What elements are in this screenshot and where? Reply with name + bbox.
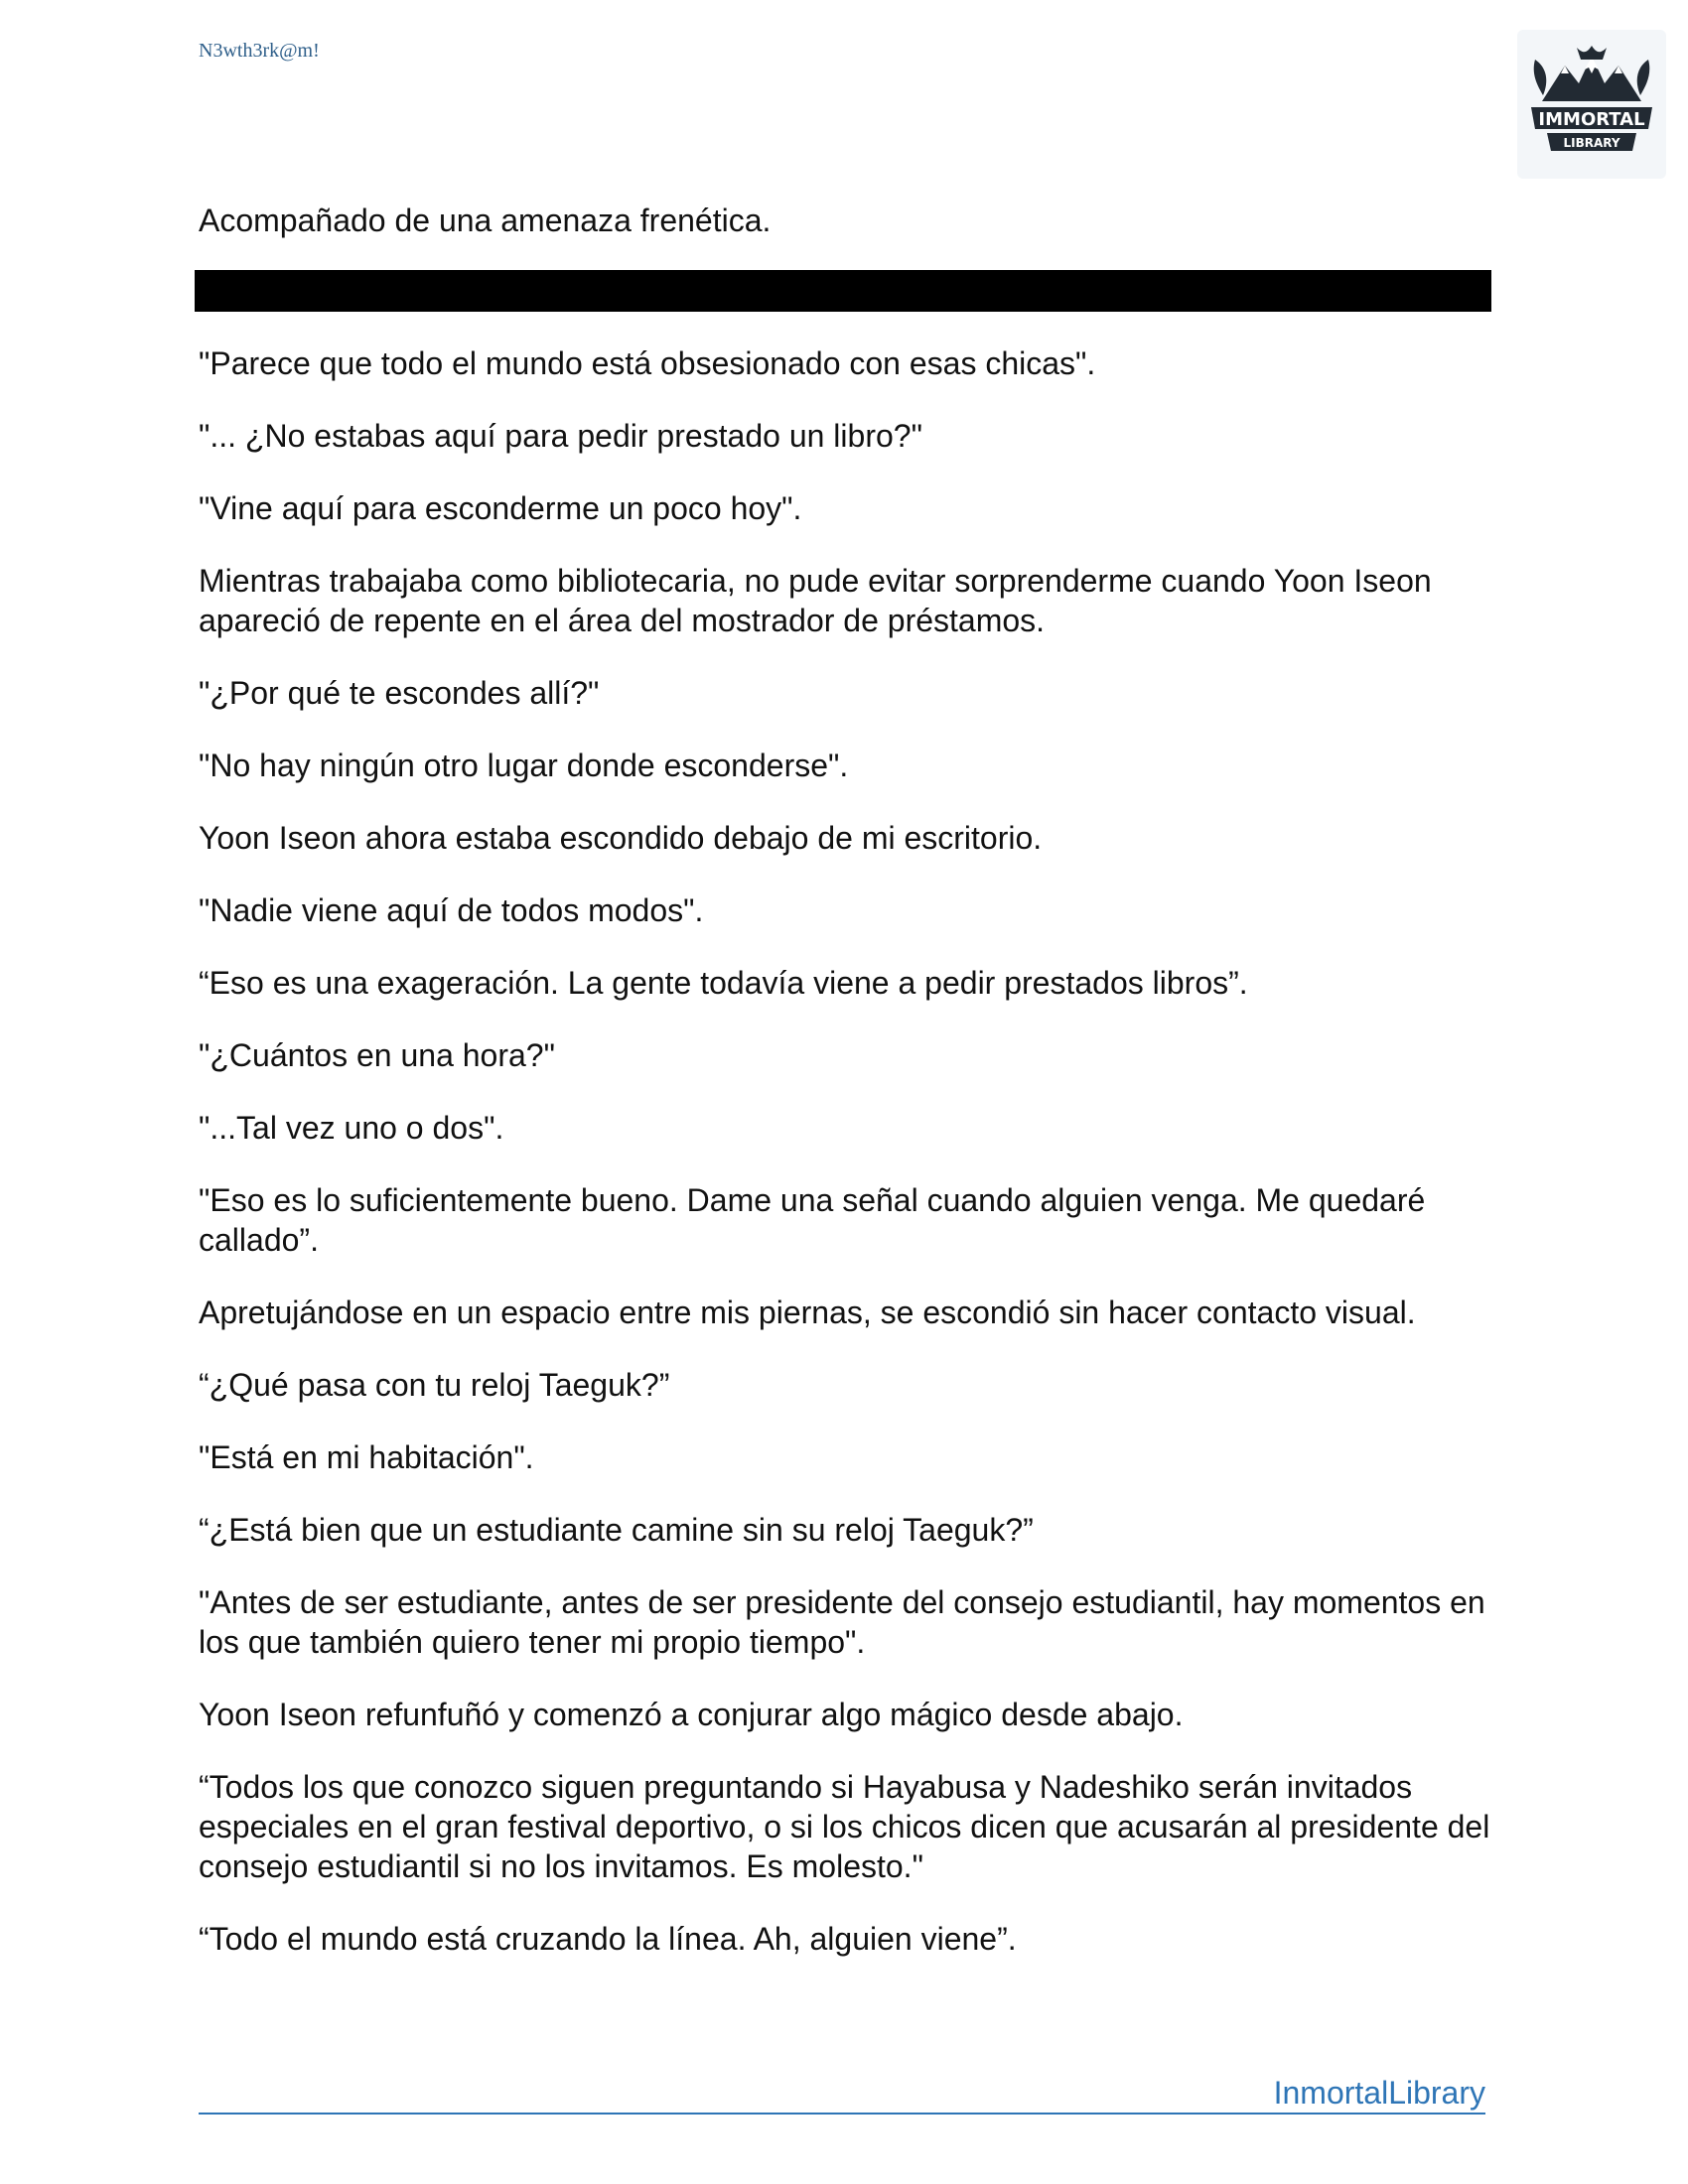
paragraph: "Nadie viene aquí de todos modos". (199, 892, 704, 928)
paragraph: "...Tal vez uno o dos". (199, 1110, 504, 1146)
opening-line: Acompañado de una amenaza frenética. (199, 203, 772, 238)
paragraph: “Eso es una exageración. La gente todavía viene a pedir prestados libros”. (199, 965, 1248, 1001)
paragraph: Yoon Iseon refunfuñó y comenzó a conjurar algo mágico desde abajo. (199, 1697, 1184, 1732)
logo-line1: IMMORTAL (1538, 109, 1645, 130)
paragraph: "¿Cuántos en una hora?" (199, 1037, 555, 1073)
redaction-bar (195, 270, 1491, 312)
footer-line (199, 2113, 1485, 2115)
paragraph: Apretujándose en un espacio entre mis piernas, se escondió sin hacer contacto visual. (199, 1295, 1416, 1330)
paragraph: "... ¿No estabas aquí para pedir prestado un libro?" (199, 418, 922, 454)
body-text (199, 343, 1499, 1991)
immortal-library-logo (1517, 30, 1666, 179)
paragraph: “¿Qué pasa con tu reloj Taeguk?” (199, 1367, 670, 1403)
immortal-library-crest-icon (1517, 30, 1666, 179)
paragraph: "Está en mi habitación". (199, 1439, 534, 1475)
paragraph: “Todo el mundo está cruzando la línea. Ah, alguien viene”. (199, 1921, 1017, 1957)
paragraph: "Vine aquí para esconderme un poco hoy". (199, 490, 802, 526)
logo-line2: LIBRARY (1563, 136, 1620, 150)
paragraph: Yoon Iseon ahora estaba escondido debajo de mi escritorio. (199, 820, 1043, 856)
paragraph: "¿Por qué te escondes allí?" (199, 675, 600, 711)
paragraph: "No hay ningún otro lugar donde esconderse". (199, 748, 849, 783)
footer-text: InmortalLibrary (1273, 2075, 1485, 2111)
paragraph: "Eso es lo suficientemente bueno. Dame una señal cuando alguien venga. Me quedaré callado”. (199, 1182, 1426, 1258)
paragraph: “Todos los que conozco siguen preguntando si Hayabusa y Nadeshiko serán invitados especiales en el gran festival deportivo, o si los chicos dicen que acusarán al presidente del consejo estudiantil si no los invitamos. Es molesto." (199, 1769, 1490, 1884)
paragraph: “¿Está bien que un estudiante camine sin su reloj Taeguk?” (199, 1512, 1034, 1548)
header-code: N3wth3rk@m! (199, 40, 320, 62)
paragraph: "Antes de ser estudiante, antes de ser presidente del consejo estudiantil, hay momentos en los que también quiero tener mi propio tiempo". (199, 1584, 1485, 1660)
paragraph: Mientras trabajaba como bibliotecaria, no pude evitar sorprenderme cuando Yoon Iseon apareció de repente en el área del mostrador de préstamos. (199, 563, 1432, 638)
paragraph: "Parece que todo el mundo está obsesionado con esas chicas". (199, 345, 1096, 381)
